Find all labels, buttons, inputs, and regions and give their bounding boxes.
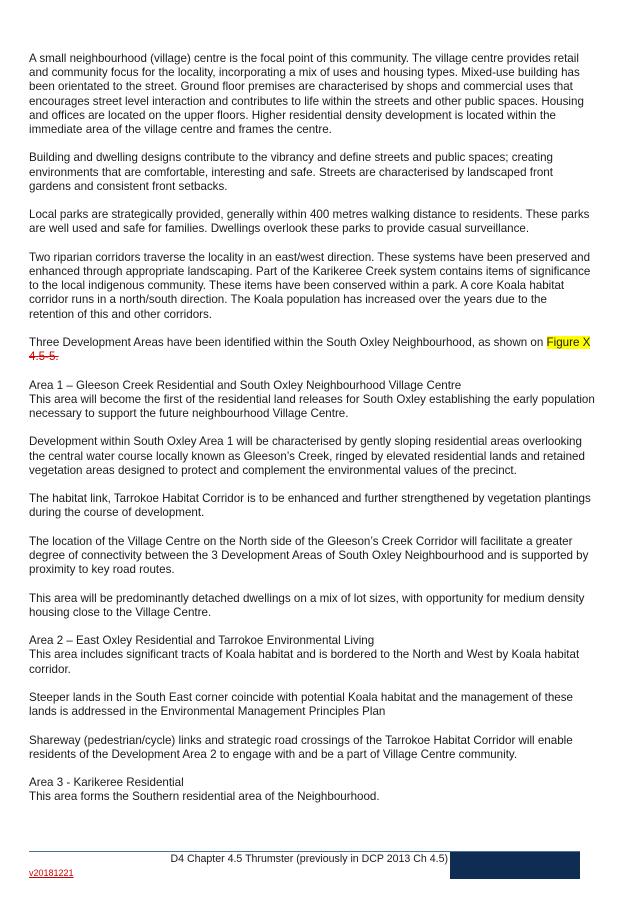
development-areas-text: Three Development Areas have been identified within the South Oxley Neighbourhood, as shown on <box>29 336 547 349</box>
footer-color-block <box>450 852 580 879</box>
development-areas-paragraph <box>29 336 595 364</box>
area1-development-paragraph: Development within South Oxley Area 1 will be characterised by gently sloping residential areas overlooking the central water course locally known as Gleeson’s Creek, ringed by elevated residential lands and retained vegetation areas designed to protect and complement the environmental values of the precinct. <box>29 435 585 477</box>
corridors-paragraph: Two riparian corridors traverse the locality in an east/west direction. These systems have been preserved and enhanced through appropriate landscaping. Part of the Karikeree Creek system contains items of significance to the local indigenous community. These items have been conserved within a park. A core Koala habitat corridor runs in a north/south direction. The Koala population has increased over the years due to the retention of this and other corridors. <box>29 250 591 321</box>
deleted-figure-number: 4.5-5. <box>29 350 59 364</box>
area2-steeper-lands-paragraph: Steeper lands in the South East corner coincide with potential Koala habitat and the management of these lands is addressed in the Environmental Management Principles Plan <box>29 690 573 719</box>
parks-paragraph: Local parks are strategically provided, generally within 400 metres walking distance to residents. These parks are well used and safe for families. Dwellings overlook these parks to provide casual surveillance. <box>29 208 590 236</box>
document-body <box>29 52 595 819</box>
figure-reference-highlight: Figure X <box>546 336 591 349</box>
area2-heading: Area 2 – East Oxley Residential and Tarrokoe Environmental Living <box>29 634 375 648</box>
area1-village-paragraph: The location of the Village Centre on the North side of the Gleeson’s Creek Corridor will facilitate a greater degree of connectivity between the 3 Development Areas of South Oxley Neighbourhood and is supported by proximity to key road routes. <box>29 534 589 577</box>
area3-intro: This area forms the Southern residential area of the Neighbourhood. <box>29 790 380 804</box>
area3-section <box>29 776 595 804</box>
area1-intro: This area will become the first of the residential land releases for South Oxley establishing the early population necessary to support the future neighbourhood Village Centre. <box>29 392 595 420</box>
area1-heading: Area 1 – Gleeson Creek Residential and South Oxley Neighbourhood Village Centre <box>29 378 462 392</box>
area2-intro: This area includes significant tracts of Koala habitat and is bordered to the North and West by Koala habitat corridor. <box>29 648 580 676</box>
area1-dwellings-paragraph: This area will be predominantly detached dwellings on a mix of lot sizes, with opportunity for medium density housing close to the Village Centre. <box>29 591 585 619</box>
intro-paragraph: A small neighbourhood (village) centre is the focal point of this community. The village centre provides retail and community focus for the locality, incorporating a mix of uses and housing types. Mixed-use building has been orientated to the street. Ground floor premises are characterised by shops and commercial uses that encourages street level interaction and contributes to life within the streets and other public spaces. Housing and offices are located on the upper floors. Higher residential density development is located within the immediate area of the village centre and frames the centre. <box>29 52 584 137</box>
design-paragraph: Building and dwelling designs contribute to the vibrancy and define streets and public spaces; creating environments that are comfortable, interesting and safe. Streets are characterised by landscaped front gardens and consistent front setbacks. <box>29 151 553 193</box>
area3-heading: Area 3 - Karikeree Residential <box>29 776 184 790</box>
area1-section <box>29 379 595 422</box>
footer-chapter-title: D4 Chapter 4.5 Thrumster (previously in DCP 2013 Ch 4.5) <box>170 853 448 865</box>
area2-section <box>29 634 595 677</box>
area1-habitat-paragraph: The habitat link, Tarrokoe Habitat Corridor is to be enhanced and further strengthened by vegetation plantings during the course of development. <box>29 492 591 520</box>
area2-shareway-paragraph: Shareway (pedestrian/cycle) links and strategic road crossings of the Tarrokoe Habitat Corridor will enable residents of the Development Area 2 to engage with and be a part of Village Centre community. <box>29 733 573 761</box>
footer-version: v20181221 <box>29 868 74 878</box>
